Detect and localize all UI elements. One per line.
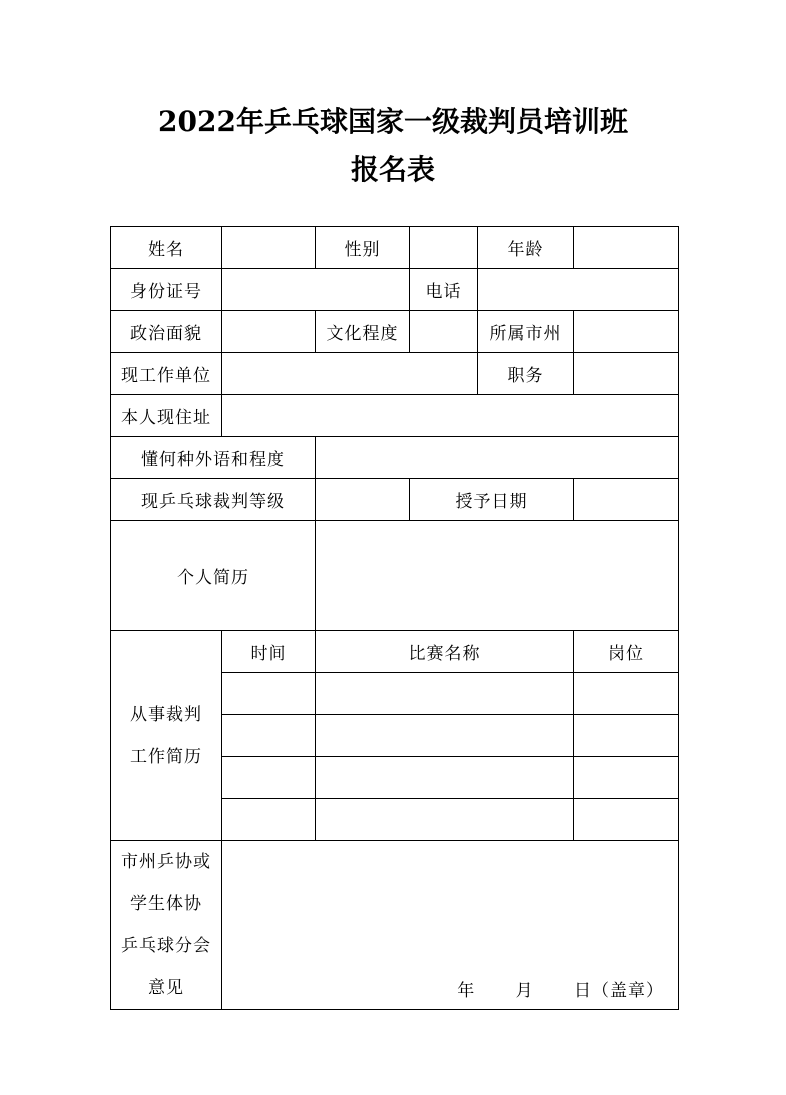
time-field[interactable]: [222, 757, 316, 799]
page-title: 2022年乒乓球国家一级裁判员培训班: [158, 105, 628, 138]
time-field[interactable]: [222, 799, 316, 841]
foreign-language-field[interactable]: [316, 437, 679, 479]
seal-year: 年: [457, 981, 476, 1001]
referee-history-label: [111, 631, 222, 841]
post-field[interactable]: [574, 799, 679, 841]
education-field[interactable]: [410, 311, 478, 353]
political-status-field[interactable]: [222, 311, 316, 353]
position-field[interactable]: [574, 353, 679, 395]
post-field[interactable]: [574, 757, 679, 799]
opinion-label: [111, 841, 222, 1010]
phone-label: 电话: [410, 269, 478, 311]
row-opinion: [111, 841, 679, 1010]
post-field[interactable]: [574, 673, 679, 715]
referee-history-label-line2: 工作简历: [130, 746, 202, 767]
age-label: 年龄: [478, 227, 574, 269]
education-label: 文化程度: [316, 311, 410, 353]
resume-label: 个人简历: [111, 521, 316, 631]
row-history-header: [111, 631, 679, 673]
page-subtitle: 报名表: [350, 153, 435, 186]
row-referee-level: [111, 479, 679, 521]
resume-field[interactable]: [316, 521, 679, 631]
work-unit-field[interactable]: [222, 353, 478, 395]
registration-form: [110, 226, 679, 1010]
event-name-field[interactable]: [316, 715, 574, 757]
event-name-header: 比赛名称: [316, 631, 574, 673]
address-label: 本人现住址: [111, 395, 222, 437]
seal-date: [433, 976, 664, 1001]
gender-label: 性别: [316, 227, 410, 269]
event-name-field[interactable]: [316, 673, 574, 715]
seal-day: 日（盖章）: [574, 981, 664, 1001]
work-unit-label: 现工作单位: [111, 353, 222, 395]
foreign-language-label: 懂何种外语和程度: [111, 437, 316, 479]
opinion-field[interactable]: [222, 841, 679, 1010]
time-header: 时间: [222, 631, 316, 673]
name-label: 姓名: [111, 227, 222, 269]
row-resume: [111, 521, 679, 631]
post-field[interactable]: [574, 715, 679, 757]
time-field[interactable]: [222, 673, 316, 715]
id-number-field[interactable]: [222, 269, 410, 311]
phone-field[interactable]: [478, 269, 679, 311]
political-status-label: 政治面貌: [111, 311, 222, 353]
opinion-label-line1: 市州乒协或: [121, 852, 211, 872]
age-field[interactable]: [574, 227, 679, 269]
referee-level-field[interactable]: [316, 479, 410, 521]
seal-month: 月: [515, 981, 534, 1001]
time-field[interactable]: [222, 715, 316, 757]
opinion-label-line2: 学生体协: [130, 894, 202, 914]
post-header: 岗位: [574, 631, 679, 673]
row-work-unit: [111, 353, 679, 395]
grant-date-label: 授予日期: [410, 479, 574, 521]
id-number-label: 身份证号: [111, 269, 222, 311]
position-label: 职务: [478, 353, 574, 395]
address-field[interactable]: [222, 395, 679, 437]
name-field[interactable]: [222, 227, 316, 269]
opinion-label-line3: 乒乓球分会: [121, 936, 211, 956]
event-name-field[interactable]: [316, 757, 574, 799]
gender-field[interactable]: [410, 227, 478, 269]
city-label: 所属市州: [478, 311, 574, 353]
grant-date-field[interactable]: [574, 479, 679, 521]
row-basic-info: [111, 227, 679, 269]
row-language: [111, 437, 679, 479]
row-address: [111, 395, 679, 437]
referee-history-label-line1: 从事裁判: [130, 704, 202, 725]
row-id-phone: [111, 269, 679, 311]
opinion-label-line4: 意见: [148, 978, 184, 998]
city-field[interactable]: [574, 311, 679, 353]
referee-level-label: 现乒乓球裁判等级: [111, 479, 316, 521]
event-name-field[interactable]: [316, 799, 574, 841]
row-political: [111, 311, 679, 353]
